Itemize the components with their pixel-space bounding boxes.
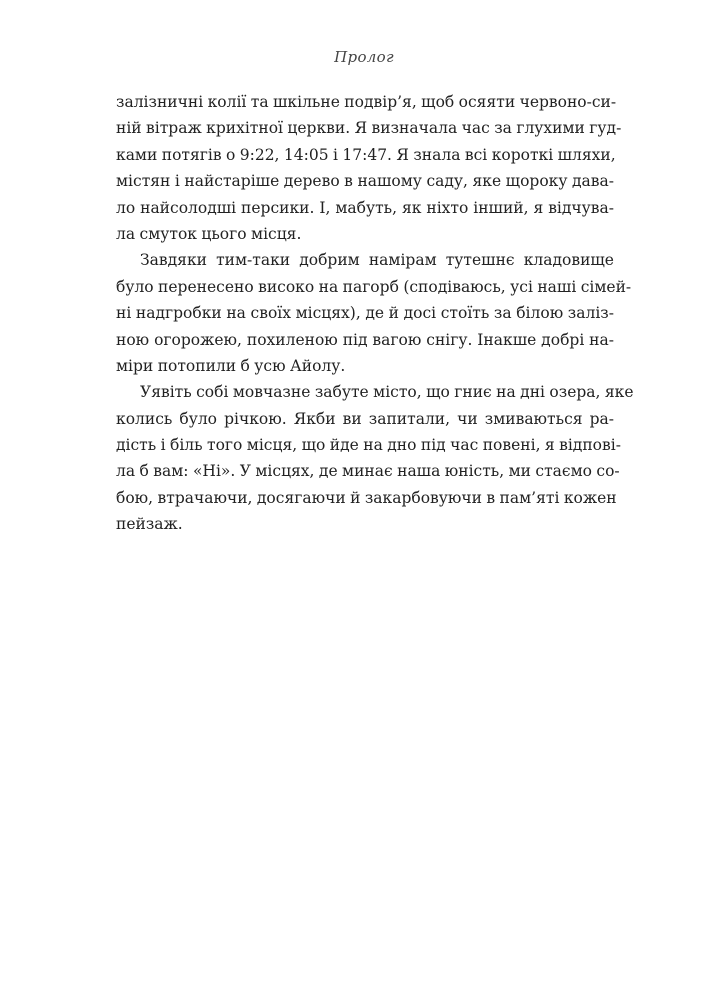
text-line: Уявіть собі мовчазне забуте місто, що гниє на дні озера, яке (140, 383, 634, 402)
text-line: залізничні колії та шкільне подвір’я, щоб осяяти червоно-си- (116, 93, 617, 111)
text-line: дість і біль того місця, що йде на дно під час повені, я відпові- (116, 436, 621, 455)
paragraph-1 (116, 89, 622, 247)
text-line: Завдяки тим-таки добрим намірам тутешнє кладовище (140, 251, 614, 270)
text-line: міри потопили б усю Айолу. (116, 356, 346, 375)
text-line: бою, втрачаючи, досягаючи й закарбовуючи в пам’яті кожен (116, 488, 617, 507)
running-head: Пролог (334, 48, 394, 66)
text-line: містян і найстаріше дерево в нашому саду, яке щороку дава- (116, 172, 614, 191)
text-line: ла смуток цього місця. (116, 224, 302, 243)
paragraph-3 (116, 379, 634, 537)
text-line: ла б вам: «Ні». У місцях, де минає наша юність, ми стаємо со- (116, 462, 620, 481)
text-line: ками потягів о 9:22, 14:05 і 17:47. Я знала всі короткі шляхи, (116, 145, 616, 164)
text-line: ною огорожею, похиленою під вагою снігу. Інакше добрі на- (116, 330, 614, 349)
text-line: колись було річкою. Якби ви запитали, чи змиваються ра- (116, 409, 614, 428)
text-line: ні надгробки на своїх місцях), де й досі стоїть за білою заліз- (116, 304, 614, 323)
text-line: ло найсолодші персики. І, мабуть, як ніхто інший, я відчува- (116, 198, 614, 217)
text-line: пейзаж. (116, 515, 183, 534)
text-line: ній вітраж крихітної церкви. Я визначала час за глухими гуд- (116, 119, 622, 138)
text-line: було перенесено високо на пагорб (сподіваюсь, усі наші сімей- (116, 277, 632, 296)
paragraph-2 (116, 247, 632, 379)
body-text (116, 89, 634, 538)
